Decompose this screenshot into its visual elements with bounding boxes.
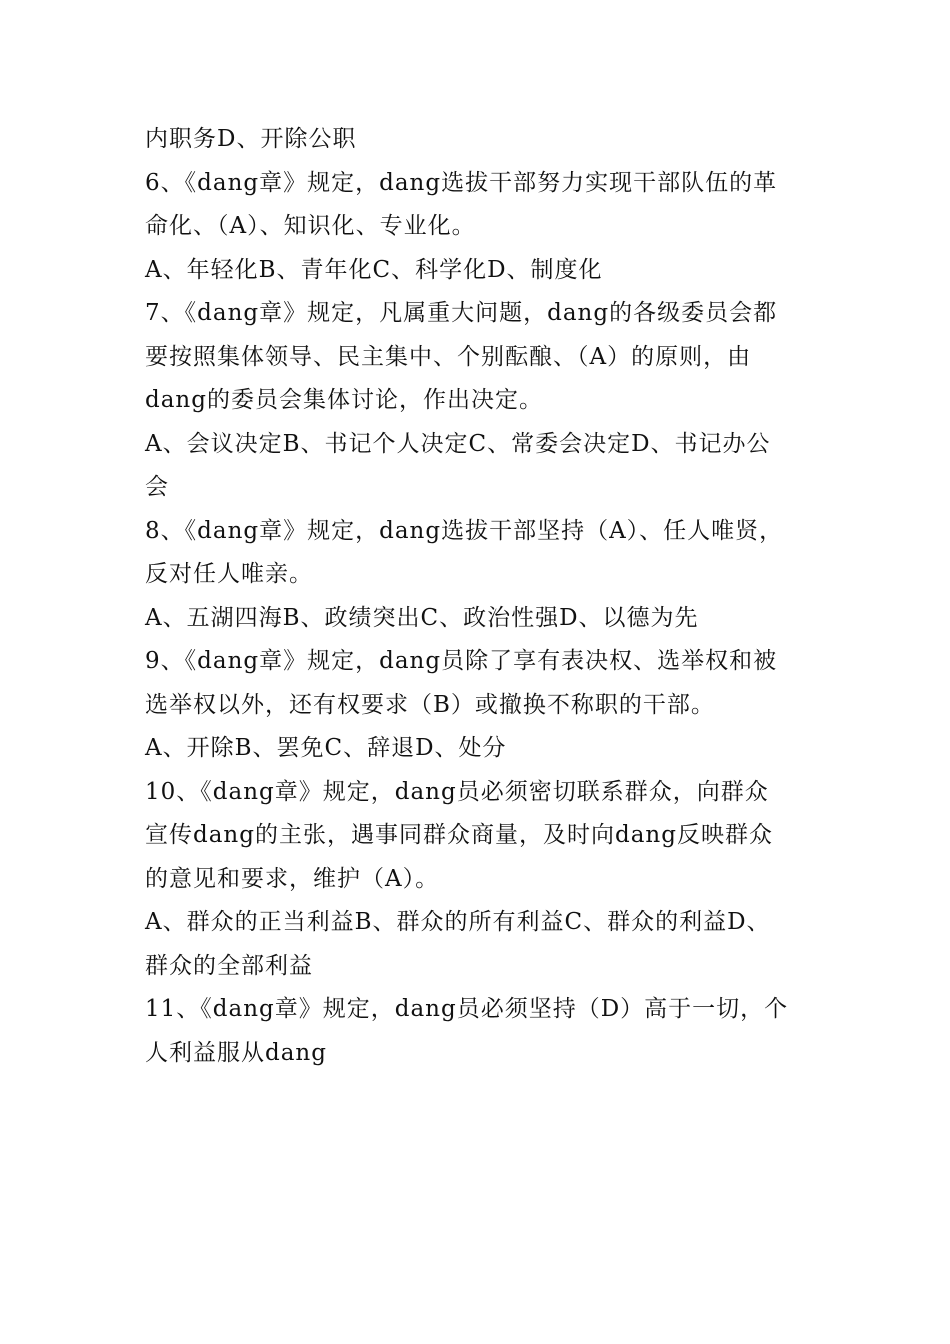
- text-line: 的意见和要求，维护（A）。: [145, 865, 440, 892]
- text-line: 内职务D、开除公职: [145, 126, 357, 152]
- text-line: 8、《dang章》规定，dang选拔干部坚持（A）、任人唯贤，: [145, 517, 784, 544]
- document-body: [145, 118, 815, 1075]
- text-line: 10、《dang章》规定，dang员必须密切联系群众，向群众: [145, 778, 769, 805]
- text-line: 要按照集体领导、民主集中、个别酝酿、（A）的原则，由: [145, 343, 752, 370]
- text-line: A、年轻化B、青年化C、科学化D、制度化: [145, 256, 603, 283]
- text-line: 人利益服从dang: [145, 1039, 327, 1066]
- text-line: A、五湖四海B、政绩突出C、政治性强D、以德为先: [145, 604, 699, 631]
- text-line: 会: [145, 474, 169, 500]
- text-line: 6、《dang章》规定，dang选拔干部努力实现干部队伍的革: [145, 169, 778, 196]
- text-line: 9、《dang章》规定，dang员除了享有表决权、选举权和被: [145, 648, 778, 674]
- text-line: 群众的全部利益: [145, 952, 313, 979]
- text-line: A、开除B、罢免C、辞退D、处分: [145, 735, 507, 761]
- text-line: 宣传dang的主张，遇事同群众商量，及时向dang反映群众: [145, 822, 773, 848]
- text-line: 反对任人唯亲。: [145, 561, 313, 587]
- text-line: 11、《dang章》规定，dang员必须坚持（D）高于一切，个: [145, 996, 789, 1022]
- text-line: 选举权以外，还有权要求（B）或撤换不称职的干部。: [145, 691, 715, 718]
- text-line: A、群众的正当利益B、群众的所有利益C、群众的利益D、: [145, 909, 771, 935]
- text-line: 命化、（A）、知识化、专业化。: [145, 213, 476, 239]
- text-line: dang的委员会集体讨论，作出决定。: [145, 387, 543, 413]
- text-line: 7、《dang章》规定，凡属重大问题，dang的各级委员会都: [145, 300, 778, 326]
- text-line: A、会议决定B、书记个人决定C、常委会决定D、书记办公: [145, 430, 771, 457]
